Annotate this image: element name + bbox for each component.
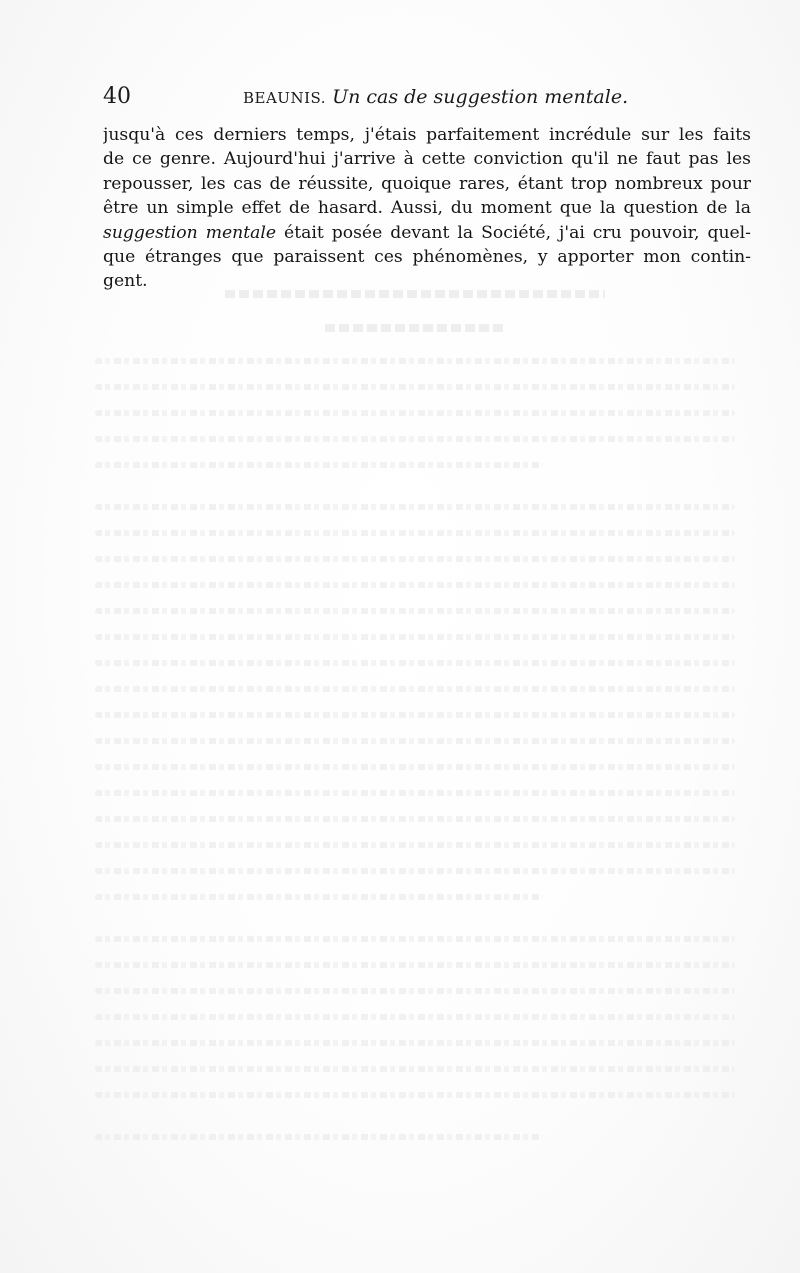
text-line: être un simple effet de hasard. Aussi, du moment que la question de la (103, 198, 751, 219)
text-line-rest: était posée devant la Société, j'ai cru pouvoir, quel- (276, 222, 751, 243)
running-title (243, 86, 628, 108)
text-line: repousser, les cas de réussite, quoique rares, étant trop nombreux pour (103, 173, 751, 194)
text-line: que étranges que paraissent ces phénomènes, y apporter mon contin- (103, 247, 751, 268)
text-line: gent. (103, 271, 148, 292)
text-line: jusqu'à ces derniers temps, j'étais parfaitement incrédule sur les faits (103, 125, 751, 145)
page-number: 40 (103, 84, 131, 109)
show-through-text (95, 290, 735, 1190)
text-line: de ce genre. Aujourd'hui j'arrive à cette conviction qu'il ne faut pas les (103, 149, 751, 170)
body-paragraph (103, 123, 751, 294)
running-header (103, 84, 753, 118)
text-line (103, 221, 751, 245)
article-title: Un cas de suggestion mentale. (332, 86, 629, 108)
author-name: BEAUNIS. (243, 89, 327, 107)
italic-phrase: suggestion mentale (103, 222, 277, 243)
